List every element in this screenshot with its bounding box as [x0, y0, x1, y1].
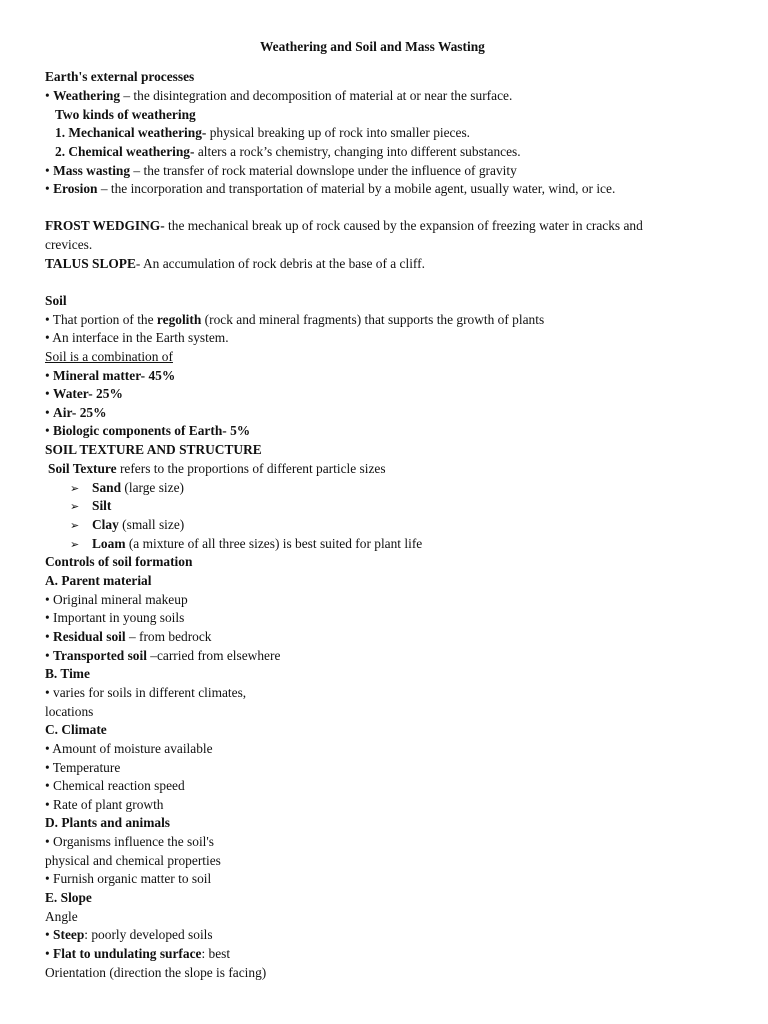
item-erosion: • Erosion – the incorporation and transportation of material by a mobile agent, usually water, wind, or ice.	[45, 181, 616, 196]
soil-item-interface: • An interface in the Earth system.	[45, 330, 229, 345]
texture-loam: ➢ Loam (a mixture of all three sizes) is best suited for plant life	[70, 535, 422, 555]
item-chemical: 2. Chemical weathering- alters a rock’s chemistry, changing into different substances.	[55, 144, 521, 159]
controls-climate-heading: C. Climate	[45, 722, 107, 737]
texture-clay: ➢ Clay (small size)	[70, 516, 184, 536]
item-mass-wasting: • Mass wasting – the transfer of rock material downslope under the influence of gravity	[45, 163, 517, 178]
texture-silt: ➢ Silt	[70, 497, 111, 517]
plants-item-3: • Furnish organic matter to soil	[45, 871, 212, 886]
controls-time-heading: B. Time	[45, 666, 90, 681]
parent-item-1: • Original mineral makeup	[45, 592, 188, 607]
climate-item-2: • Temperature	[45, 760, 121, 775]
section-heading-texture: SOIL TEXTURE AND STRUCTURE	[45, 442, 262, 457]
arrow-bullet-icon: ➢	[70, 482, 80, 495]
frost-wedging-line-2: crevices.	[45, 237, 93, 252]
plants-item-1: • Organisms influence the soil's	[45, 834, 215, 849]
slope-flat: • Flat to undulating surface: best	[45, 946, 231, 961]
talus-slope-line: TALUS SLOPE- An accumulation of rock debris at the base of a cliff.	[45, 256, 425, 271]
parent-item-2: • Important in young soils	[45, 610, 185, 625]
parent-item-residual: • Residual soil – from bedrock	[45, 629, 212, 644]
item-mechanical: 1. Mechanical weathering- physical breaking up of rock into smaller pieces.	[55, 125, 471, 140]
section-heading-controls: Controls of soil formation	[45, 554, 193, 569]
plants-item-2: physical and chemical properties	[45, 853, 221, 868]
controls-slope-heading: E. Slope	[45, 890, 92, 905]
subheading-kinds: Two kinds of weathering	[55, 107, 196, 122]
soil-combination-heading: Soil is a combination of	[45, 349, 173, 364]
document-title: Weathering and Soil and Mass Wasting	[260, 39, 485, 54]
time-item-2: locations	[45, 704, 94, 719]
controls-parent-heading: A. Parent material	[45, 573, 152, 588]
item-weathering: • Weathering – the disintegration and decomposition of material at or near the surface.	[45, 88, 513, 103]
parent-item-transported: • Transported soil –carried from elsewhere	[45, 648, 281, 663]
soil-item-regolith: • That portion of the regolith (rock and mineral fragments) that supports the growth of plants	[45, 312, 545, 327]
soil-water: • Water- 25%	[45, 386, 123, 401]
controls-plants-heading: D. Plants and animals	[45, 815, 171, 830]
climate-item-4: • Rate of plant growth	[45, 797, 164, 812]
soil-air: • Air- 25%	[45, 405, 107, 420]
slope-orientation: Orientation (direction the slope is facing)	[45, 965, 267, 980]
slope-steep: • Steep: poorly developed soils	[45, 927, 213, 942]
arrow-bullet-icon: ➢	[70, 538, 80, 551]
arrow-bullet-icon: ➢	[70, 500, 80, 513]
arrow-bullet-icon: ➢	[70, 519, 80, 532]
slope-angle: Angle	[45, 909, 78, 924]
time-item-1: • varies for soils in different climates,	[45, 685, 247, 700]
section-heading-external: Earth's external processes	[45, 69, 195, 84]
texture-intro: Soil Texture refers to the proportions of different particle sizes	[48, 461, 386, 476]
climate-item-1: • Amount of moisture available	[45, 741, 213, 756]
section-heading-soil: Soil	[45, 293, 67, 308]
frost-wedging-line: FROST WEDGING- the mechanical break up of rock caused by the expansion of freezing water in cracks and	[45, 218, 643, 233]
climate-item-3: • Chemical reaction speed	[45, 778, 185, 793]
soil-biologic: • Biologic components of Earth- 5%	[45, 423, 251, 438]
texture-sand: ➢ Sand (large size)	[70, 479, 184, 499]
soil-mineral: • Mineral matter- 45%	[45, 368, 176, 383]
